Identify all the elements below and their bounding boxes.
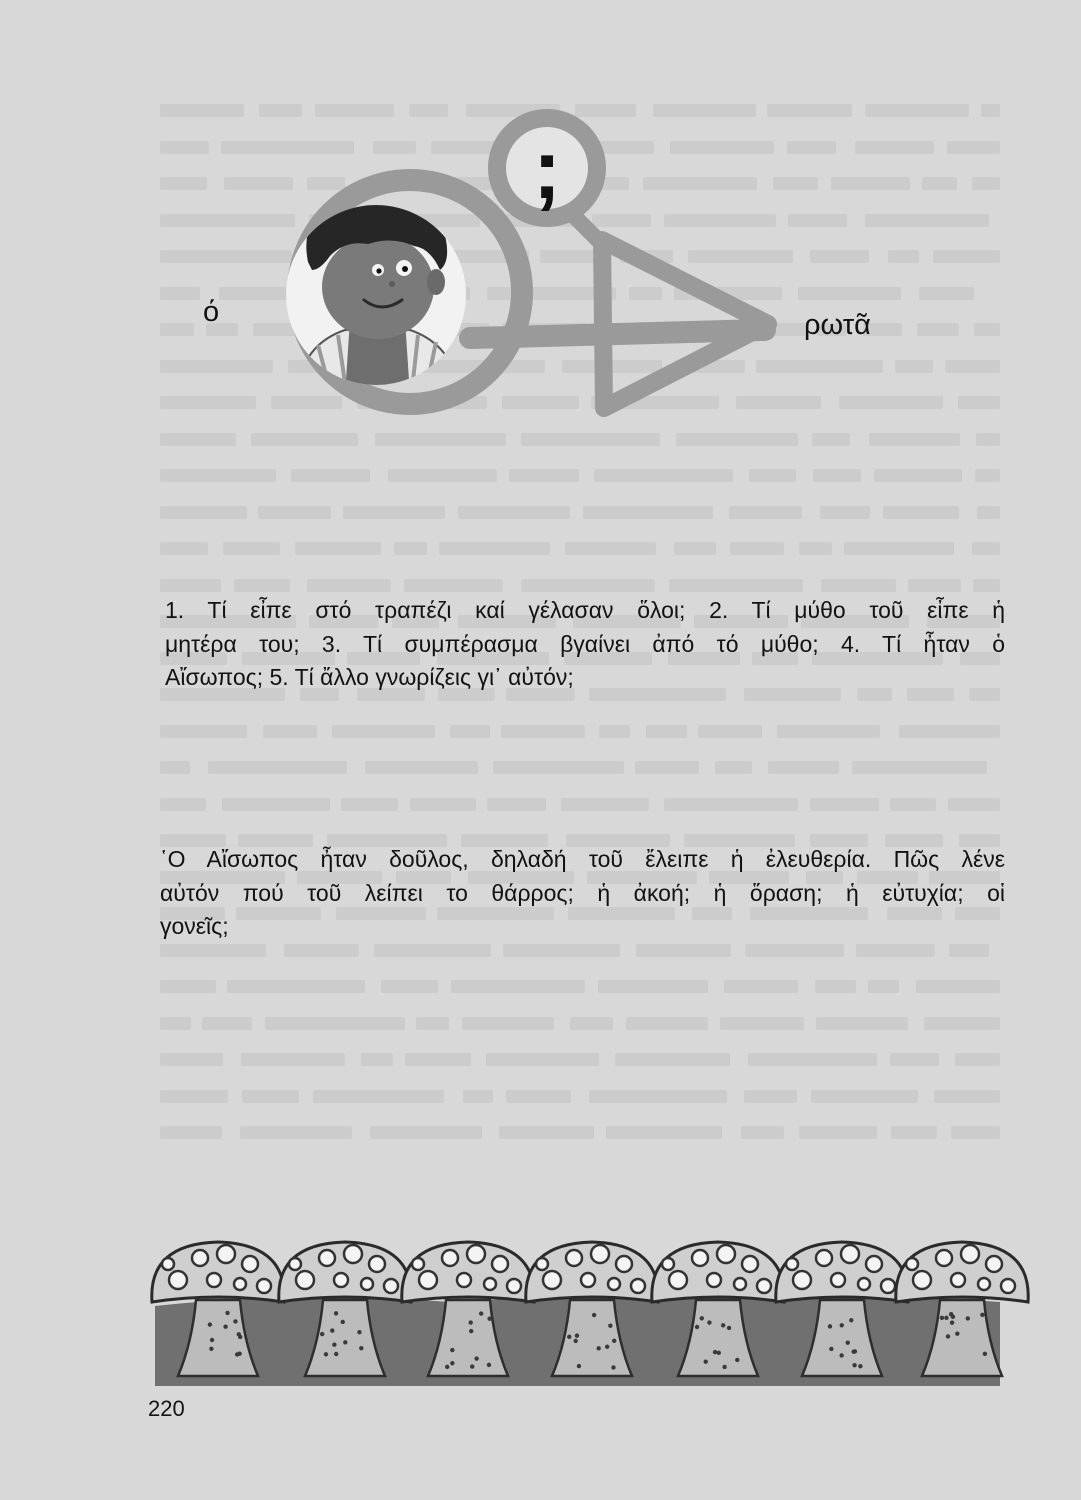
bleed-through-line [844,542,954,555]
cap-spot [816,1250,832,1266]
bleed-through-line [234,579,289,592]
stem-dot [487,1363,491,1367]
bleed-through-line [258,506,331,519]
stem-dot [829,1347,833,1351]
bleed-through-line [222,798,330,811]
cap-spot [192,1250,208,1266]
stem-dot [343,1340,347,1344]
cap-spot [207,1273,221,1287]
bleed-through-line [381,980,438,993]
heading-right-word: ρωτᾶ [804,309,871,341]
stem-dot [713,1350,717,1354]
bleed-through-line [370,1126,482,1139]
bleed-through-line [916,980,1000,993]
bleed-through-line [202,1017,252,1030]
exercise-paragraph [160,843,1005,944]
stem-dot [334,1311,338,1315]
cap-spot [289,1258,301,1270]
cap-spot [786,1258,798,1270]
bleed-through-line [439,542,551,555]
stem-dot [839,1353,843,1357]
stem-dot [223,1324,227,1328]
stem-dot [575,1333,579,1337]
bleed-through-line [332,725,435,738]
stem-dot [611,1365,615,1369]
stem-dot [717,1351,721,1355]
bleed-through-line [565,542,656,555]
cap-spot [507,1279,521,1293]
bleed-through-line [365,761,478,774]
bleed-through-line [669,579,803,592]
cap-spot [841,1245,859,1263]
questions-paragraph [165,594,1005,695]
bleed-through-line [462,1017,554,1030]
cap-spot [707,1273,721,1287]
bleed-through-line [955,1053,1000,1066]
bleed-through-line [405,1053,471,1066]
bleed-through-line [972,542,1000,555]
stem-dot [233,1319,237,1323]
cap-spot [217,1245,235,1263]
stem-dot [320,1332,324,1336]
stem-dot [966,1316,970,1320]
stem-dot [577,1364,581,1368]
bleed-through-line [934,1090,1000,1103]
stem-dot [735,1358,739,1362]
bleed-through-line [208,761,347,774]
bleed-through-line [160,1053,223,1066]
bleed-through-line [646,725,687,738]
stem-dot [608,1324,612,1328]
cap-spot [692,1250,708,1266]
stem-dot [225,1311,229,1315]
boy-asking-icon [0,0,1081,460]
stem-dot [846,1340,850,1344]
bleed-through-line [749,469,796,482]
stem-dot [707,1320,711,1324]
stem-dot [700,1316,704,1320]
cap-spot [608,1278,620,1290]
stem-dot [940,1316,944,1320]
cap-spot [631,1279,645,1293]
cap-spot [881,1279,895,1293]
bleed-through-line [745,944,844,957]
stem-dot [828,1324,832,1328]
bleed-through-line [388,469,497,482]
bleed-through-line [977,506,1000,519]
cap-spot [412,1258,424,1270]
stem-dot [450,1348,454,1352]
bleed-through-line [810,798,879,811]
bleed-through-line [506,1090,571,1103]
face [322,235,434,339]
stem-dot [474,1356,478,1360]
stem-dot [980,1313,984,1317]
bleed-through-line [891,1126,937,1139]
bleed-through-line [908,579,961,592]
exercise-line: γονεῖς; [160,913,229,939]
bleed-through-line [241,1053,344,1066]
cap-spot [951,1273,965,1287]
bleed-through-line [570,1017,613,1030]
stem-dot [209,1347,213,1351]
bleed-through-line [160,1126,222,1139]
bleed-through-line [813,469,862,482]
questions-line: 1. Τί εἶπε στό τραπέζι καί γέλασαν ὅλοι; 2. Τί μύθο τοῦ εἶπε ἡ [165,597,1005,623]
stem-dot [469,1329,473,1333]
bleed-through-line [160,542,208,555]
bleed-through-line [720,1017,804,1030]
questions-line: μητέρα του; 3. Τί συμπέρασμα βγαίνει ἀπό τό μύθο; 4. Τί ἦταν ὁ [165,630,1005,657]
stem-dot [573,1339,577,1343]
stem-dot [704,1359,708,1363]
bleed-through-line [521,579,655,592]
bleed-through-line [227,980,365,993]
cap-spot [162,1258,174,1270]
cap-spot [757,1279,771,1293]
bleed-through-line [160,1090,228,1103]
bleed-through-line [284,944,360,957]
cap-spot [369,1256,385,1272]
cap-spot [591,1245,609,1263]
bleed-through-line [606,1126,723,1139]
page-number: 220 [148,1396,185,1421]
stem-dot [727,1326,731,1330]
stem-dot [721,1323,725,1327]
bleed-through-line [874,469,962,482]
stem-dot [479,1311,483,1315]
bleed-through-line [307,579,391,592]
bleed-through-line [883,506,959,519]
cap-spot [978,1278,990,1290]
stem-dot [950,1320,954,1324]
stem-dot [944,1316,948,1320]
mushroom-row [0,1228,1081,1393]
cap-spot [543,1271,561,1289]
bleed-through-line [160,980,216,993]
stem-dot [450,1361,454,1365]
stem-dot [695,1325,699,1329]
heading-left-word: ό [203,296,220,328]
cap-spot [566,1250,582,1266]
exercise-line: ῾Ο Αἴσωπος ἦταν δοῦλος, δηλαδή τοῦ ἔλειπε ἡ ἐλευθερία. Πῶς λένε [160,846,1005,872]
right-pupil [402,266,408,272]
stem-dot [852,1363,856,1367]
bleed-through-line [463,1090,493,1103]
bleed-through-line [291,469,370,482]
bleed-through-line [626,1017,708,1030]
bleed-through-line [951,1126,1000,1139]
stem-dot [722,1365,726,1369]
bleed-through-line [341,798,398,811]
cap-spot [169,1271,187,1289]
cap-spot [344,1245,362,1263]
cap-spot [234,1278,246,1290]
bleed-through-line [160,579,221,592]
stem-dot [235,1352,239,1356]
bleed-through-line [451,980,585,993]
bleed-through-line [374,944,491,957]
bleed-through-line [450,725,490,738]
stem-dot [238,1335,242,1339]
cap-spot [492,1256,508,1272]
bleed-through-line [487,798,545,811]
bleed-through-line [160,1017,191,1030]
bleed-through-line [724,980,798,993]
bleed-through-line [394,542,427,555]
stem-dot [605,1345,609,1349]
bleed-through-line [410,798,476,811]
nose [389,281,395,287]
bleed-through-line [509,469,580,482]
bleed-through-line [744,1090,797,1103]
bleed-through-line [599,725,629,738]
left-pupil [376,268,381,273]
stem-dot [955,1332,959,1336]
bleed-through-line [975,469,1000,482]
bleed-through-line [160,761,190,774]
bleed-through-line [458,506,569,519]
bleed-through-line [160,506,247,519]
bleed-through-line [416,1017,449,1030]
stem-dot [596,1346,600,1350]
stem-dot [853,1349,857,1353]
bleed-through-line [741,1126,784,1139]
bleed-through-line [899,725,1000,738]
cap-spot [616,1256,632,1272]
stem-dot [334,1352,338,1356]
cap-spot [296,1271,314,1289]
stem-dot [949,1312,953,1316]
stem-dot [567,1335,571,1339]
bleed-through-line [263,725,317,738]
stem-dot [208,1322,212,1326]
stem-dot [445,1365,449,1369]
bleed-through-line [890,798,936,811]
cap-spot [384,1279,398,1293]
cap-spot [334,1273,348,1287]
cap-spot [717,1245,735,1263]
stem-dot [324,1352,328,1356]
cap-spot [986,1256,1002,1272]
ear-icon [427,269,445,295]
stem-dot [359,1346,363,1350]
bleed-through-line [493,761,624,774]
cap-spot [457,1273,471,1287]
bleed-through-line [242,1090,299,1103]
bleed-through-line [404,579,503,592]
stem-dot [332,1342,336,1346]
bleed-through-line [868,980,899,993]
bleed-through-line [949,944,989,957]
bleed-through-line [815,980,855,993]
exercise-line: αὐτόν πού τοῦ λείπει το θάρρος; ἡ ἀκοή; ἡ ὅραση; ἡ εὐτυχία; οἱ [160,879,1005,906]
cap-spot [581,1273,595,1287]
cap-spot [419,1271,437,1289]
bleed-through-line [799,542,833,555]
cap-spot [257,1279,271,1293]
cap-spot [906,1258,918,1270]
bleed-through-line [583,506,713,519]
bleed-through-line [636,944,731,957]
stem-dot [840,1323,844,1327]
bleed-through-line [856,944,935,957]
cap-spot [913,1271,931,1289]
bleed-through-line [499,1126,594,1139]
cap-spot [831,1273,845,1287]
bleed-through-line [160,944,266,957]
bleed-through-line [924,1017,1000,1030]
stem-dot [210,1338,214,1342]
bleed-through-line [589,1090,727,1103]
stem-dot [330,1328,334,1332]
stem-dot [470,1364,474,1368]
bleed-through-line [501,725,585,738]
bleed-through-line [160,725,247,738]
cap-spot [793,1271,811,1289]
bleed-through-line [503,944,621,957]
stem-dot [592,1313,596,1317]
bleed-through-line [811,1090,918,1103]
bleed-through-line [674,542,716,555]
bleed-through-line [594,469,733,482]
stem-dot [858,1364,862,1368]
bleed-through-line [777,725,881,738]
cap-spot [858,1278,870,1290]
stem-dot [849,1318,853,1322]
bleed-through-line [973,579,1000,592]
stem-dot [341,1320,345,1324]
bleed-through-line [615,1053,730,1066]
bleed-through-line [635,761,699,774]
cap-spot [1001,1279,1015,1293]
stem-dot [612,1339,616,1343]
bleed-through-line [698,725,762,738]
cap-spot [866,1256,882,1272]
bleed-through-line [852,761,986,774]
bleed-through-line [343,506,445,519]
bleed-through-line [223,542,281,555]
bleed-through-line [730,542,785,555]
stem-dot [357,1330,361,1334]
bleed-through-line [240,1126,353,1139]
cap-spot [734,1278,746,1290]
stem-dot [487,1317,491,1321]
bleed-through-line [598,980,707,993]
bleed-through-line [265,1017,405,1030]
cap-spot [242,1256,258,1272]
cap-spot [669,1271,687,1289]
bleed-through-line [820,506,870,519]
stem-dot [983,1352,987,1356]
cap-spot [936,1250,952,1266]
stem-dot [468,1320,472,1324]
stem-dot [946,1334,950,1338]
bleed-through-line [561,798,650,811]
cap-spot [536,1258,548,1270]
bleed-through-line [948,798,1000,811]
bleed-through-line [768,761,839,774]
cap-spot [742,1256,758,1272]
cap-spot [467,1245,485,1263]
bleed-through-line [748,1053,876,1066]
cap-spot [361,1278,373,1290]
bleed-through-line [715,761,752,774]
bleed-through-line [729,506,802,519]
bleed-through-line [799,1126,877,1139]
bleed-through-line [664,798,798,811]
bleed-through-line [821,579,896,592]
bleed-through-line [890,1053,939,1066]
bleed-through-line [361,1053,393,1066]
cap-spot [961,1245,979,1263]
question-mark-symbol: ; [533,122,561,216]
bleed-through-line [486,1053,599,1066]
bleed-through-line [313,1090,444,1103]
bleed-through-line [295,542,381,555]
bleed-through-line [816,1017,908,1030]
questions-line: Αἴσωπος; 5. Τί ἄλλο γνωρίζεις γι᾿ αὐτόν; [165,664,574,690]
cap-spot [662,1258,674,1270]
cap-spot [442,1250,458,1266]
bleed-through-line [160,798,206,811]
cap-spot [319,1250,335,1266]
cap-spot [484,1278,496,1290]
bleed-through-line [160,469,276,482]
